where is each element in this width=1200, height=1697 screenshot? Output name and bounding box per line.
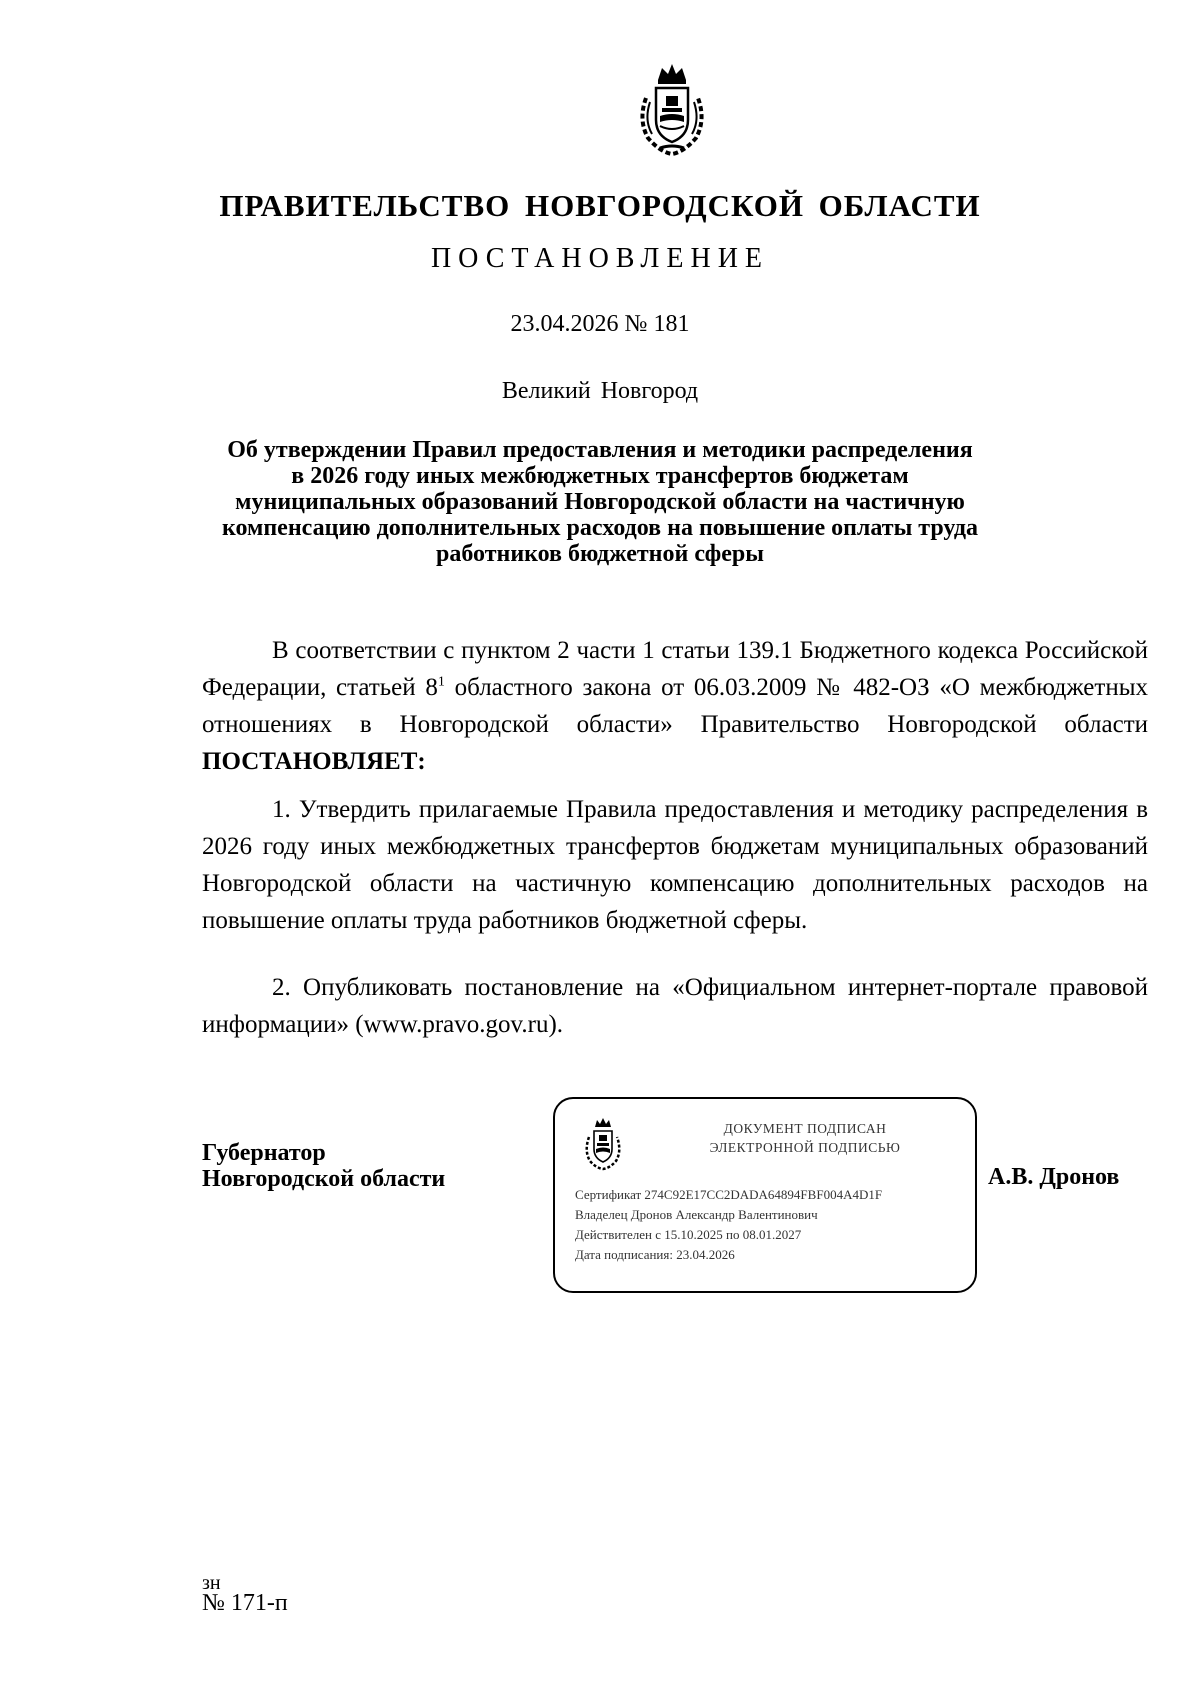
- resolves-keyword: ПОСТАНОВЛЯЕТ:: [202, 748, 426, 775]
- certificate-validity: Действителен с 15.10.2025 по 08.01.2027: [575, 1227, 802, 1242]
- stamp-header: ЭЛЕКТРОННОЙ ПОДПИСЬЮ: [709, 1140, 901, 1155]
- signatory-title: [202, 1140, 445, 1192]
- subject-line: компенсацию дополнительных расходов на повышение оплаты труда: [221, 515, 979, 541]
- document-type: ПОСТАНОВЛЕНИЕ: [430, 243, 770, 274]
- organization-title: ПРАВИТЕЛЬСТВО НОВГОРОДСКОЙ ОБЛАСТИ: [219, 188, 981, 223]
- city: Великий Новгород: [501, 378, 699, 404]
- coat-of-arms-icon: [632, 58, 712, 158]
- internal-number: № 171-п: [202, 1590, 288, 1616]
- signatory-title-line: Губернатор: [202, 1140, 326, 1166]
- subject-line: муниципальных образований Новгородской области на частичную: [235, 489, 965, 515]
- subject-line: в 2026 году иных межбюджетных трансфертов бюджетам: [291, 463, 909, 489]
- preamble-text-2: областного закона от 06.03.2009 № 482-ОЗ «О межбюджетных отношениях в Новгородской области» Правительство Новгородской области: [202, 674, 1148, 738]
- stamp-header: ДОКУМЕНТ ПОДПИСАН: [723, 1121, 887, 1136]
- executor-initials: зн: [202, 1572, 221, 1594]
- clause-1-text: 1. Утвердить прилагаемые Правила предоставления и методику распределения в 2026 году иных межбюджетных трансфертов бюджетам муниципальных образований Новгородской области на частичную компенсацию дополнительных расходов на повышение оплаты труда работников бюджетной сферы.: [202, 796, 1148, 934]
- clause-2-text: 2. Опубликовать постановление на «Официальном интернет-портале правовой информации» (www.pravo.gov.ru).: [202, 974, 1148, 1038]
- date-and-number: 23.04.2026 № 181: [510, 311, 690, 337]
- document-subject: [200, 437, 1000, 567]
- subject-line: работников бюджетной сферы: [435, 541, 764, 567]
- article-superscript: 1: [437, 674, 445, 690]
- subject-line: Об утверждении Правил предоставления и методики распределения: [227, 437, 973, 463]
- coat-of-arms-icon: [581, 1117, 625, 1171]
- certificate-owner: Владелец Дронов Александр Валентинович: [575, 1207, 818, 1222]
- signing-date: Дата подписания: 23.04.2026: [575, 1247, 735, 1262]
- clause-2-paragraph: [202, 969, 1148, 1043]
- electronic-signature-stamp: [553, 1097, 977, 1293]
- preamble-paragraph: [202, 632, 1148, 780]
- preamble-text-1: В соответствии с пунктом 2 части 1 статьи 139.1 Бюджетного кодекса Российской Федерации, статьей 8: [202, 637, 1148, 701]
- certificate-number: Сертификат 274C92E17CC2DADA64894FBF004A4D1F: [575, 1187, 883, 1202]
- clause-1-paragraph: [202, 791, 1148, 939]
- signer-name: А.В. Дронов: [988, 1164, 1120, 1190]
- signatory-title-line: Новгородской области: [202, 1166, 446, 1192]
